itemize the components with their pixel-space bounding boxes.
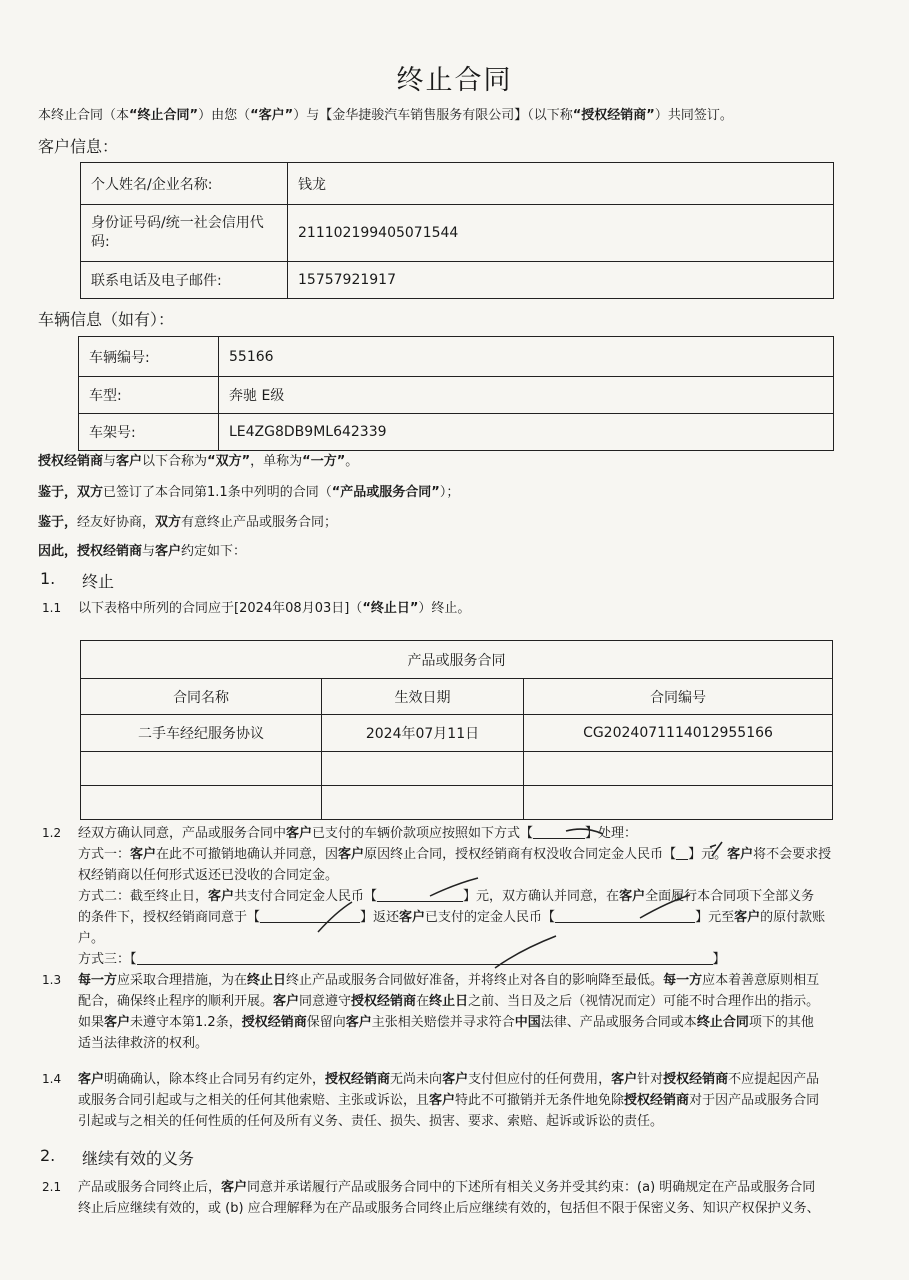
term: 客户 bbox=[155, 544, 182, 559]
text: 针对 bbox=[637, 1072, 664, 1087]
document-title: 终止合同 bbox=[396, 65, 513, 96]
clause-1-3-number: 1.3 bbox=[42, 973, 62, 987]
section-2-title: 继续有效的义务 bbox=[82, 1149, 195, 1168]
contract-number-cell: CG2024071114012955166 bbox=[524, 715, 833, 752]
clause13-line bbox=[78, 991, 884, 1012]
clause-2-1-number: 2.1 bbox=[42, 1180, 62, 1194]
term: “产品或服务合同” bbox=[331, 485, 440, 500]
clause-2-1-text bbox=[78, 1177, 884, 1219]
text: 同意遵守 bbox=[299, 994, 352, 1009]
term-customer: 客户 bbox=[116, 454, 143, 469]
text: 】处理： bbox=[585, 826, 638, 841]
defined-term: 客户 bbox=[429, 1093, 456, 1108]
term-both-parties: “双方” bbox=[207, 454, 251, 469]
customer-value: 钱龙 bbox=[288, 163, 834, 205]
intro-text-1: 本终止合同（本 bbox=[38, 108, 130, 123]
defined-term: 客户 bbox=[611, 1072, 638, 1087]
text: 已支付的车辆价款项应按照如下方式【 bbox=[312, 826, 534, 841]
defined-term: 客户 bbox=[442, 1072, 469, 1087]
text: 对于因产品或服务合同 bbox=[689, 1093, 820, 1108]
text: 以下表格中所列的合同应于[2024年08月03日]（ bbox=[78, 601, 363, 616]
clause-1-2-number: 1.2 bbox=[42, 826, 62, 840]
text: 或服务合同引起或与之相关的任何其他索赔、主张或诉讼，且 bbox=[78, 1093, 430, 1108]
text: 主张相关赔偿并寻求符合 bbox=[371, 1015, 515, 1030]
defined-term: 授权经销商 bbox=[624, 1093, 690, 1108]
text: 的条件下，授权经销商同意于【 bbox=[78, 910, 261, 925]
term: 双方 bbox=[77, 485, 104, 500]
term: 鉴于， bbox=[38, 485, 78, 500]
text: 】返还 bbox=[360, 910, 400, 925]
clause-1-3-text bbox=[78, 970, 884, 1054]
section-2-number: 2. bbox=[40, 1146, 56, 1165]
defined-term: 授权经销商 bbox=[241, 1015, 307, 1030]
text: 约定如下： bbox=[181, 544, 247, 559]
term-customer: 客户 bbox=[286, 826, 313, 841]
text: 终止后应继续有效的，或 (b) 应合理解释为在产品或服务合同终止后应继续有效的，包括但不限于保密义务、知识产权保护义务、 bbox=[78, 1201, 820, 1216]
text: 无尚未向 bbox=[390, 1072, 443, 1087]
text: 项下的其他 bbox=[748, 1015, 814, 1030]
text: 明确确认，除本终止合同另有约定外， bbox=[104, 1072, 326, 1087]
text: 与 bbox=[142, 544, 156, 559]
text: 之前、当日及之后（视情况而定）可能不时合理作出的指示。 bbox=[468, 994, 820, 1009]
text: 已签订了本合同第1.1条中列明的合同（ bbox=[103, 485, 332, 500]
clause-1-4-number: 1.4 bbox=[42, 1072, 62, 1086]
customer-label: 身份证号码/统一社会信用代码: bbox=[81, 205, 288, 262]
vehicle-info-heading: 车辆信息（如有）： bbox=[38, 310, 175, 329]
term: 双方 bbox=[155, 515, 182, 530]
term: 鉴于， bbox=[38, 515, 78, 530]
text: 应本着善意原则相互 bbox=[702, 973, 820, 988]
text: 不应提起因产品 bbox=[728, 1072, 820, 1087]
term-customer: 客户 bbox=[619, 889, 646, 904]
defined-term: 终止日 bbox=[247, 973, 287, 988]
text: 方式三：【 bbox=[78, 952, 137, 967]
text: 如果 bbox=[78, 1015, 105, 1030]
intro-term-dealer: “授权经销商” bbox=[572, 108, 655, 123]
clause21-line bbox=[78, 1198, 884, 1219]
vehicle-value: LE4ZG8DB9ML642339 bbox=[219, 414, 834, 451]
text: 。 bbox=[345, 454, 359, 469]
text: 终止产品或服务合同做好准备，并将终止对各自的影响降至最低。 bbox=[286, 973, 664, 988]
customer-info-heading: 客户信息： bbox=[38, 137, 119, 156]
text: ）； bbox=[439, 485, 460, 500]
vehicle-value: 55166 bbox=[219, 337, 834, 377]
section-1-title: 终止 bbox=[82, 572, 115, 591]
customer-label: 联系电话及电子邮件: bbox=[81, 262, 288, 299]
term-customer: 客户 bbox=[727, 847, 754, 862]
column-header: 合同名称 bbox=[81, 679, 322, 715]
text: 方式一： bbox=[78, 847, 131, 862]
text: 经双方确认同意，产品或服务合同中 bbox=[78, 826, 287, 841]
defined-term: 客户 bbox=[273, 994, 300, 1009]
clause21-line bbox=[78, 1177, 884, 1198]
term-one-party: “一方” bbox=[302, 454, 346, 469]
term-customer: 客户 bbox=[130, 847, 157, 862]
vehicle-value: 奔驰 E级 bbox=[219, 377, 834, 414]
method-1-line-2: 权经销商以任何形式返还已没收的合同定金。 bbox=[78, 868, 339, 883]
text: 法律、产品或服务合同或本 bbox=[540, 1015, 697, 1030]
defined-term: 授权经销商 bbox=[663, 1072, 729, 1087]
term-dealer: 授权经销商 bbox=[38, 454, 104, 469]
text: 共支付合同定金人民币【 bbox=[234, 889, 378, 904]
text: 全面履行本合同项下全部义务 bbox=[645, 889, 815, 904]
text: 配合，确保终止程序的顺利开展。 bbox=[78, 994, 274, 1009]
text: 方式二：截至终止日， bbox=[78, 889, 209, 904]
effective-date-cell: 2024年07月11日 bbox=[322, 715, 524, 752]
customer-value: 211102199405071544 bbox=[288, 205, 834, 262]
intro-term-termination: “终止合同” bbox=[129, 108, 199, 123]
text: 适当法律救济的权利。 bbox=[78, 1036, 209, 1051]
defined-term: 终止日 bbox=[429, 994, 469, 1009]
clause14-line bbox=[78, 1069, 884, 1090]
vehicle-label: 车辆编号: bbox=[79, 337, 219, 377]
column-header: 生效日期 bbox=[322, 679, 524, 715]
text: 】元至 bbox=[695, 910, 735, 925]
vehicle-label: 车型: bbox=[79, 377, 219, 414]
text: 保留向 bbox=[306, 1015, 346, 1030]
clause13-line bbox=[78, 970, 884, 991]
clause-1-1-number: 1.1 bbox=[42, 601, 62, 615]
text: 经友好协商， bbox=[77, 515, 156, 530]
term-customer: 客户 bbox=[338, 847, 365, 862]
text: 已支付的定金人民币【 bbox=[425, 910, 556, 925]
text: 特此不可撤销并无条件地免除 bbox=[455, 1093, 625, 1108]
term-termination-date: “终止日” bbox=[362, 601, 419, 616]
intro-text-3: ）与【金华捷骏汽车销售服务有限公司】（以下称 bbox=[293, 108, 573, 123]
text: 未遵守本第1.2条， bbox=[130, 1015, 242, 1030]
term: 因此，授权经销商 bbox=[38, 544, 143, 559]
text: 】元。 bbox=[688, 847, 728, 862]
defined-term: 客户 bbox=[345, 1015, 372, 1030]
defined-term: 授权经销商 bbox=[325, 1072, 391, 1087]
contract-name-cell: 二手车经纪服务协议 bbox=[81, 715, 322, 752]
text: 引起或与之相关的任何性质的任何及所有义务、责任、损失、损害、要求、索赔、起诉或诉讼的责任。 bbox=[78, 1114, 664, 1129]
intro-text-4: ）共同签订。 bbox=[654, 108, 733, 123]
term-customer: 客户 bbox=[208, 889, 235, 904]
section-1-number: 1. bbox=[40, 569, 56, 588]
defined-term: 终止合同 bbox=[696, 1015, 749, 1030]
text: 的原付款账 bbox=[760, 910, 826, 925]
text: 应采取合理措施，为在 bbox=[117, 973, 248, 988]
clause14-line bbox=[78, 1111, 884, 1132]
text: 】元，双方确认并同意，在 bbox=[463, 889, 620, 904]
text: 将不会要求授 bbox=[753, 847, 832, 862]
vehicle-label: 车架号: bbox=[79, 414, 219, 451]
defined-term: 客户 bbox=[221, 1180, 248, 1195]
defined-term: 客户 bbox=[78, 1072, 105, 1087]
customer-label: 个人姓名/企业名称: bbox=[81, 163, 288, 205]
defined-term: 客户 bbox=[104, 1015, 131, 1030]
text: 同意并承诺履行产品或服务合同中的下述所有相关义务并受其约束：(a) 明确规定在产品或服务合同 bbox=[247, 1180, 816, 1195]
term-customer: 客户 bbox=[399, 910, 426, 925]
intro-text-2: ）由您（ bbox=[198, 108, 251, 123]
clause13-line bbox=[78, 1033, 884, 1054]
text: 在此不可撤销地确认并同意，因 bbox=[156, 847, 339, 862]
clause-1-4-text bbox=[78, 1069, 884, 1132]
text: 有意终止产品或服务合同； bbox=[181, 515, 338, 530]
defined-term: 每一方 bbox=[663, 973, 703, 988]
intro-term-customer: “客户” bbox=[250, 108, 294, 123]
defined-term: 中国 bbox=[514, 1015, 541, 1030]
clause13-line bbox=[78, 1012, 884, 1033]
text: 原因终止合同，授权经销商有权没收合同定金人民币【 bbox=[364, 847, 677, 862]
text: ）终止。 bbox=[418, 601, 471, 616]
text: ，单称为 bbox=[250, 454, 303, 469]
defined-term: 每一方 bbox=[78, 973, 118, 988]
clause14-line bbox=[78, 1090, 884, 1111]
customer-value: 15757921917 bbox=[288, 262, 834, 299]
text: 在 bbox=[416, 994, 430, 1009]
contract-table-caption: 产品或服务合同 bbox=[81, 641, 833, 679]
text: 与 bbox=[103, 454, 117, 469]
term-customer: 客户 bbox=[734, 910, 761, 925]
text: 】 bbox=[712, 952, 726, 967]
column-header: 合同编号 bbox=[524, 679, 833, 715]
method-2-line-3: 户。 bbox=[78, 931, 105, 946]
text: 产品或服务合同终止后， bbox=[78, 1180, 222, 1195]
defined-term: 授权经销商 bbox=[351, 994, 417, 1009]
text: 支付但应付的任何费用， bbox=[468, 1072, 612, 1087]
text: 以下合称为 bbox=[142, 454, 208, 469]
